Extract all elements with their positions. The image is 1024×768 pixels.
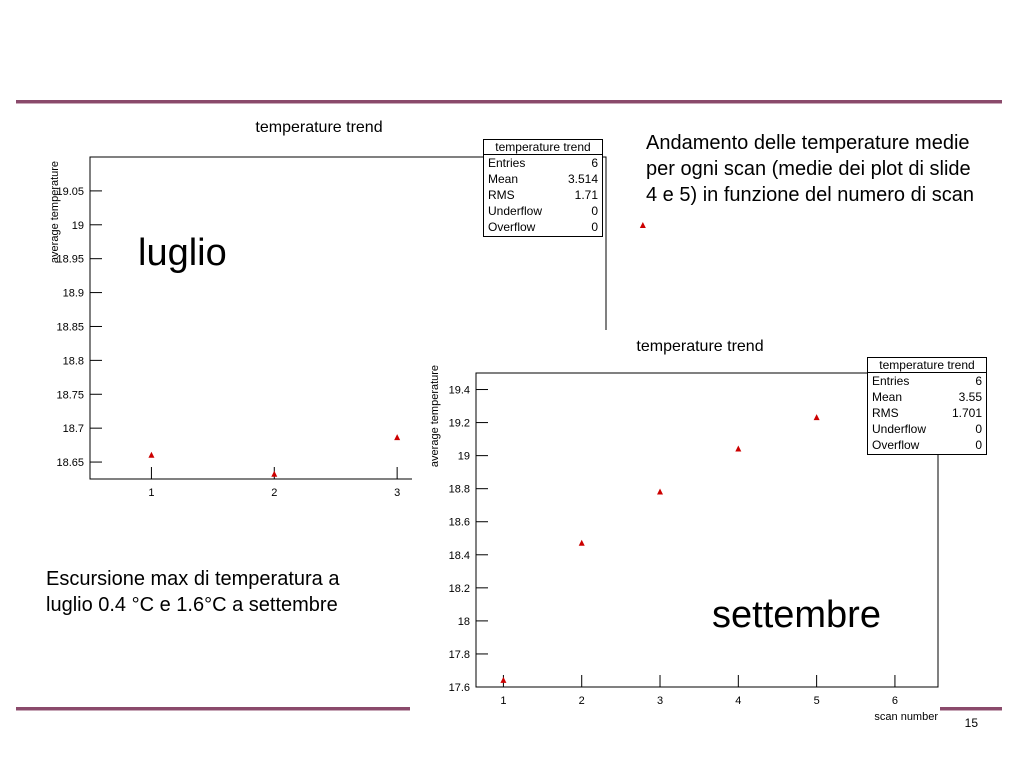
luglio-x-tick-label: 3 — [394, 487, 401, 499]
settembre-y-tick-label: 17.8 — [448, 648, 470, 661]
luglio-entries-value: 6 — [591, 156, 598, 170]
settembre-y-tick-label: 18.8 — [448, 483, 470, 496]
excursion-text: Escursione max di temperatura a luglio 0.4 °C e 1.6°C a settembre — [46, 568, 340, 616]
luglio-y-tick-label: 18.9 — [62, 287, 84, 300]
luglio-y-tick-label: 18.7 — [62, 423, 84, 436]
luglio-label: luglio — [138, 232, 227, 274]
luglio-y-tick-label: 18.8 — [62, 355, 84, 368]
settembre-y-tick-label: 18 — [457, 615, 470, 628]
luglio-y-tick-label: 18.85 — [56, 321, 84, 334]
settembre-y-tick-label: 17.6 — [448, 682, 470, 694]
settembre-rms-value: 1.701 — [951, 406, 982, 420]
settembre-x-tick-label: 2 — [578, 695, 585, 707]
settembre-stats-underflow: Underflow 0 — [872, 422, 982, 436]
settembre-y-tick-label: 18.6 — [448, 516, 470, 529]
luglio-y-tick-label: 18.95 — [56, 253, 84, 266]
page-number: 15 — [964, 716, 978, 730]
settembre-stats-box — [867, 357, 987, 455]
luglio-stats-underflow: Underflow 0 — [488, 204, 598, 218]
luglio-y-axis-label: average temperature — [49, 160, 61, 264]
luglio-x-tick-label: 1 — [148, 487, 155, 499]
settembre-y-tick-label: 18.4 — [448, 549, 470, 562]
settembre-stats-rms: RMS 1.701 — [872, 406, 982, 420]
luglio-data-point — [271, 471, 277, 477]
settembre-entries-value: 6 — [975, 374, 982, 388]
settembre-x-tick-label: 6 — [891, 695, 898, 707]
bottom-divider-right — [940, 707, 1002, 711]
luglio-stats-box — [483, 139, 603, 237]
luglio-stats-rms: RMS 1.71 — [488, 188, 598, 202]
settembre-y-tick-label: 18.2 — [448, 582, 470, 595]
luglio-stats-overflow: Overflow 0 — [488, 220, 598, 234]
bottom-divider — [16, 707, 410, 711]
luglio-data-point — [640, 222, 646, 228]
luglio-mean-value: 3.514 — [567, 172, 598, 186]
settembre-x-axis-label: scan number — [874, 711, 938, 723]
luglio-underflow-value: 0 — [591, 204, 598, 218]
settembre-mean-value: 3.55 — [958, 390, 982, 404]
settembre-chart-title: temperature trend — [636, 338, 764, 355]
settembre-underflow-value: 0 — [975, 422, 982, 436]
luglio-chart-title: temperature trend — [255, 119, 383, 136]
luglio-y-tick-label: 19 — [71, 219, 84, 232]
luglio-y-tick-label: 18.65 — [56, 457, 84, 470]
settembre-overflow-value: 0 — [975, 438, 982, 452]
luglio-stats-entries: Entries 6 — [488, 156, 598, 170]
settembre-x-tick-label: 4 — [735, 695, 742, 707]
luglio-y-tick-label: 19.05 — [56, 185, 84, 198]
luglio-y-tick-label: 18.75 — [56, 389, 84, 402]
settembre-label: settembre — [712, 594, 881, 636]
description-text: Andamento delle temperature medie per ogni scan (medie dei plot di slide 4 e 5) in funzione del numero di scan — [646, 132, 974, 206]
settembre-stats-overflow: Overflow 0 — [872, 438, 982, 452]
luglio-rms-value: 1.71 — [574, 188, 598, 202]
settembre-stats-title: temperature trend — [868, 358, 986, 373]
luglio-data-point — [394, 434, 400, 440]
settembre-x-tick-label: 5 — [813, 695, 820, 707]
luglio-stats-mean: Mean 3.514 — [488, 172, 598, 186]
settembre-x-tick-label: 1 — [500, 695, 507, 707]
settembre-y-tick-label: 19 — [457, 450, 470, 463]
luglio-data-point — [148, 452, 154, 458]
settembre-y-tick-label: 19.4 — [448, 384, 470, 397]
settembre-stats-entries: Entries 6 — [872, 374, 982, 388]
luglio-stats-title: temperature trend — [484, 140, 602, 155]
top-divider — [16, 100, 1002, 104]
settembre-x-tick-label: 3 — [656, 695, 664, 707]
settembre-y-axis-label: average temperature — [429, 364, 441, 468]
settembre-y-tick-label: 19.2 — [448, 417, 470, 430]
settembre-stats-mean: Mean 3.55 — [872, 390, 982, 404]
luglio-overflow-value: 0 — [591, 220, 598, 234]
luglio-x-tick-label: 2 — [271, 487, 278, 499]
